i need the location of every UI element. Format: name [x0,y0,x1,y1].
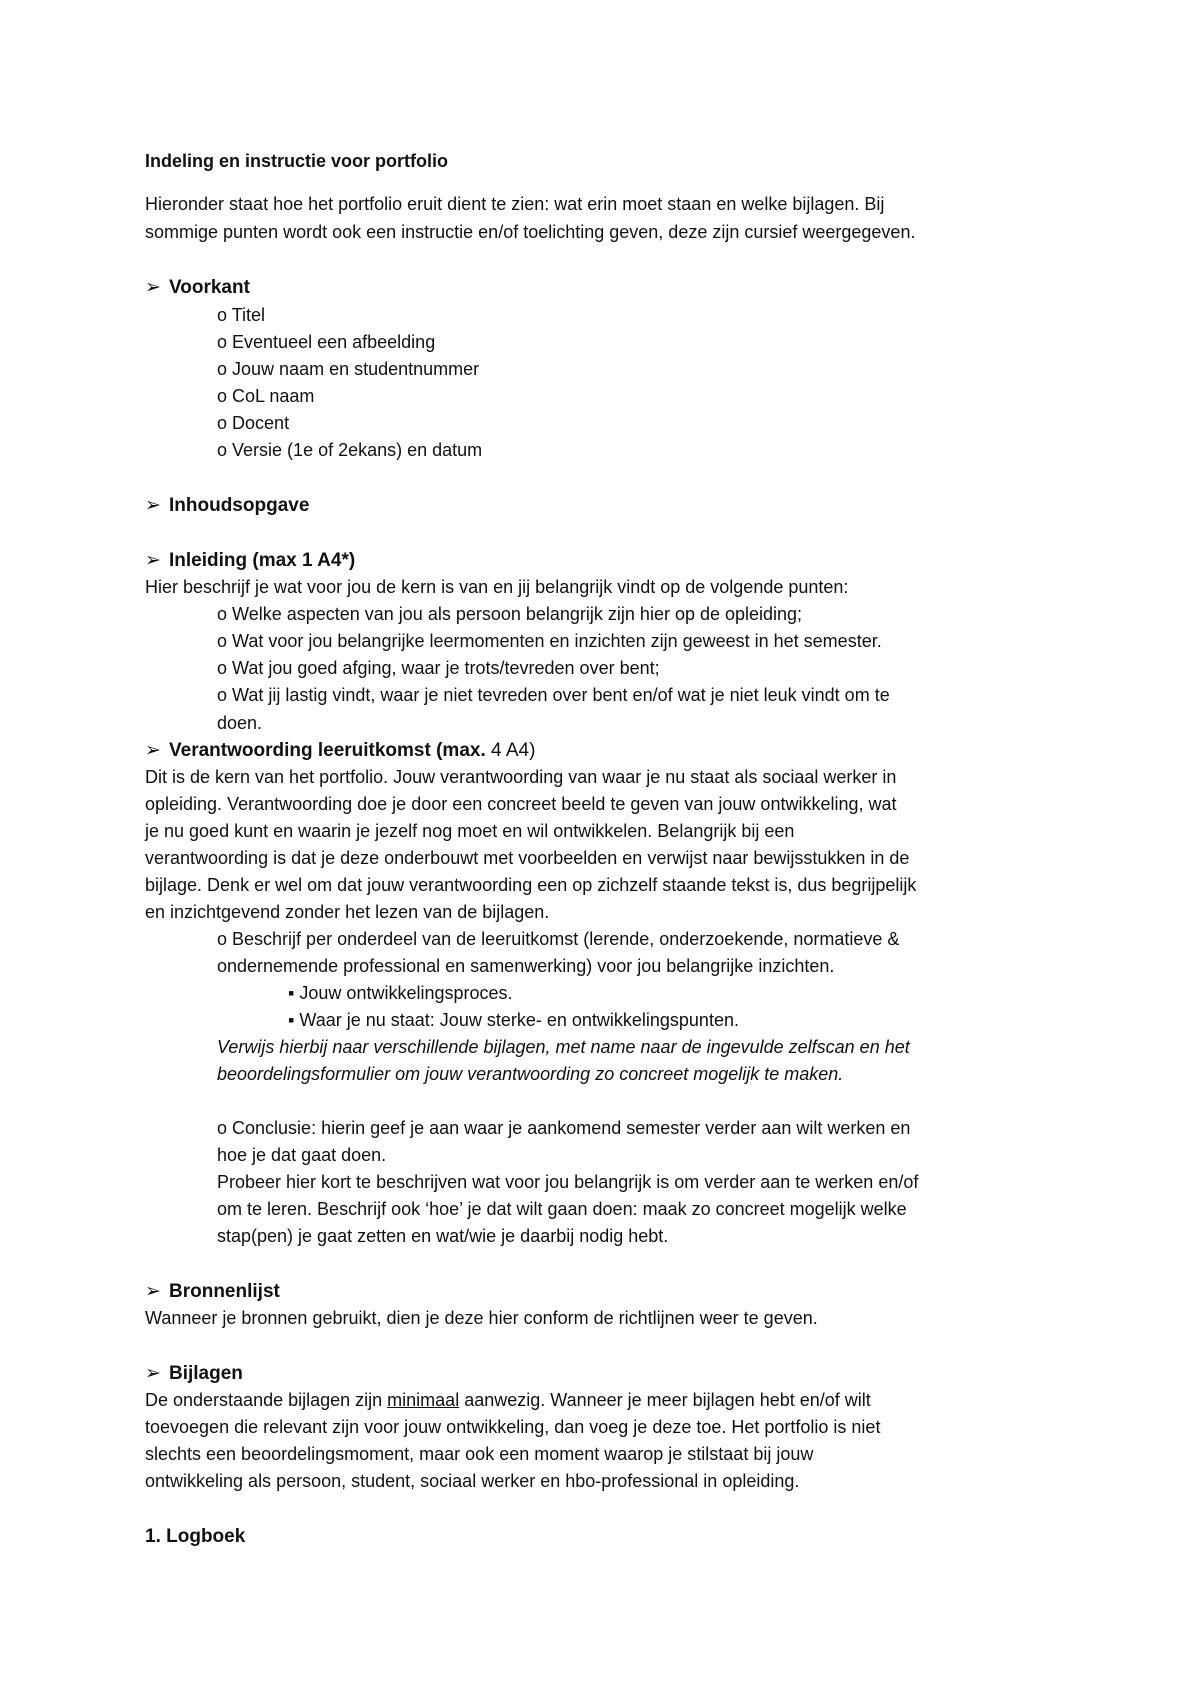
list-item: o Wat jou goed afging, waar je trots/tevreden over bent; [217,658,660,678]
paragraph-line: en inzichtgevend zonder het lezen van de bijlagen. [145,902,550,922]
italic-instruction: Verwijs hierbij naar verschillende bijlagen, met name naar de ingevulde zelfscan en het [217,1037,910,1057]
intro-line-1: Hieronder staat hoe het portfolio eruit dient te zien: wat erin moet staan en welke bijlagen. Bij [145,194,885,214]
inleiding-text: Hier beschrijf je wat voor jou de kern is van en jij belangrijk vindt op de volgende punten: [145,577,849,597]
heading-bijlagen: ➢ Bijlagen [145,1360,243,1387]
arrow-bullet-icon: ➢ [145,550,161,571]
heading-inleiding: ➢ Inleiding (max 1 A4*) [145,547,355,574]
list-item: o Docent [217,413,290,433]
list-item: o Titel [217,305,266,325]
heading-inhoudsopgave: ➢ Inhoudsopgave [145,492,309,519]
arrow-bullet-icon: ➢ [145,277,161,298]
list-item: o Welke aspecten van jou als persoon belangrijk zijn hier op de opleiding; [217,604,803,624]
square-bullet-icon: ▪ [288,983,295,1003]
heading-verantwoording: ➢ Verantwoording leeruitkomst (max. 4 A4) [145,737,535,764]
paragraph-line: De onderstaande bijlagen zijn minimaal aanwezig. Wanneer je meer bijlagen hebt en/of wilt [145,1390,871,1410]
paragraph-line: Dit is de kern van het portfolio. Jouw verantwoording van waar je nu staat als sociaal werker in [145,767,897,787]
document-title: Indeling en instructie voor portfolio [145,151,449,171]
arrow-bullet-icon: ➢ [145,495,161,516]
list-item: o Jouw naam en studentnummer [217,359,480,379]
sub-bullet: ▪ Jouw ontwikkelingsproces. [288,983,513,1003]
list-item: o Conclusie: hierin geef je aan waar je aankomend semester verder aan wilt werken en [217,1118,911,1138]
arrow-bullet-icon: ➢ [145,740,161,761]
list-item-continuation: doen. [217,713,263,733]
paragraph-line: om te leren. Beschrijf ook ‘hoe’ je dat wilt gaan doen: maak zo concreet mogelijk welke [217,1199,907,1219]
heading-logboek: 1. Logboek [145,1526,246,1547]
paragraph-line: Probeer hier kort te beschrijven wat voor jou belangrijk is om verder aan te werken en/of [217,1172,919,1192]
sub-bullet: ▪ Waar je nu staat: Jouw sterke- en ontwikkelingspunten. [288,1010,739,1030]
paragraph-line: bijlage. Denk er wel om dat jouw verantwoording een op zichzelf staande tekst is, dus begrijpelijk [145,875,917,895]
bronnen-text: Wanneer je bronnen gebruikt, dien je deze hier conform de richtlijnen weer te geven. [145,1308,818,1328]
intro-line-2: sommige punten wordt ook een instructie en/of toelichting geven, deze zijn cursief weergegeven. [145,222,916,242]
arrow-bullet-icon: ➢ [145,1363,161,1384]
list-item: o Wat jij lastig vindt, waar je niet tevreden over bent en/of wat je niet leuk vindt om te [217,685,890,705]
square-bullet-icon: ▪ [288,1010,295,1030]
list-item-continuation: hoe je dat gaat doen. [217,1145,387,1165]
list-item: o Versie (1e of 2ekans) en datum [217,440,483,460]
list-item: o CoL naam [217,386,315,406]
arrow-bullet-icon: ➢ [145,1281,161,1302]
paragraph-line: opleiding. Verantwoording doe je door een concreet beeld te geven van jouw ontwikkeling, wat [145,794,897,814]
heading-bronnenlijst: ➢ Bronnenlijst [145,1278,280,1305]
paragraph-line: ontwikkeling als persoon, student, sociaal werker en hbo-professional in opleiding. [145,1471,800,1491]
list-item: o Beschrijf per onderdeel van de leeruitkomst (lerende, onderzoekende, normatieve & [217,929,900,949]
heading-voorkant: ➢ Voorkant [145,274,250,301]
paragraph-line: slechts een beoordelingsmoment, maar ook een moment waarop je stilstaat bij jouw [145,1444,814,1464]
paragraph-line: toevoegen die relevant zijn voor jouw ontwikkeling, dan voeg je deze toe. Het portfolio is niet [145,1417,881,1437]
underlined-word: minimaal [387,1390,460,1410]
list-item: o Wat voor jou belangrijke leermomenten en inzichten zijn geweest in het semester. [217,631,882,651]
list-item-continuation: ondernemende professional en samenwerking) voor jou belangrijke inzichten. [217,956,835,976]
list-item: o Eventueel een afbeelding [217,332,436,352]
paragraph-line: verantwoording is dat je deze onderbouwt met voorbeelden en verwijst naar bewijsstukken in de [145,848,910,868]
paragraph-line: je nu goed kunt en waarin je jezelf nog moet en wil ontwikkelen. Belangrijk bij een [145,821,795,841]
paragraph-line: stap(pen) je gaat zetten en wat/wie je daarbij nodig hebt. [217,1226,669,1246]
italic-instruction: beoordelingsformulier om jouw verantwoording zo concreet mogelijk te maken. [217,1064,844,1084]
